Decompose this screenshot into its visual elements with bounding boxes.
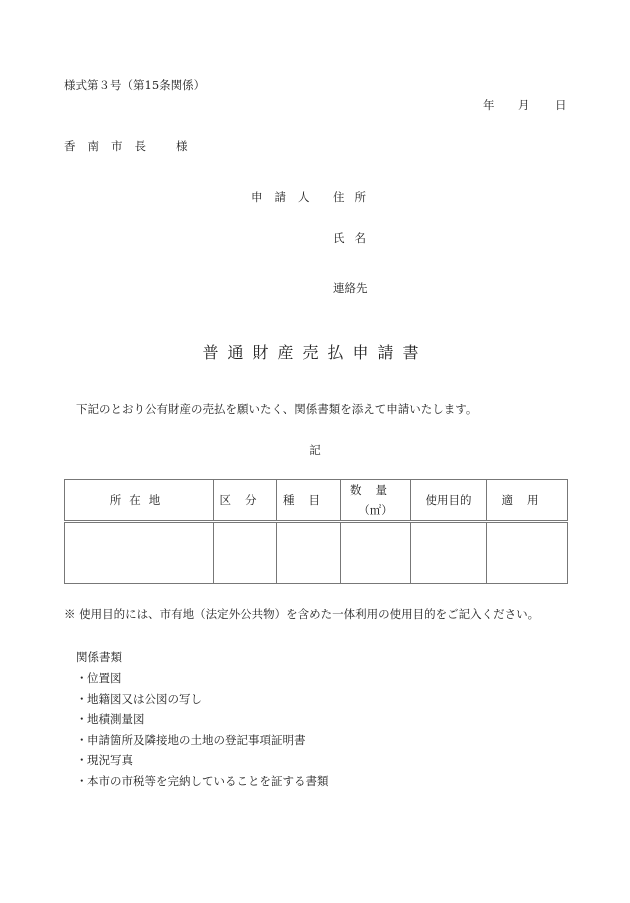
header-purpose xyxy=(411,480,487,522)
list-item xyxy=(76,730,329,751)
list-item-text: 申請箇所及隣接地の土地の登記事項証明書 xyxy=(87,732,306,747)
list-item xyxy=(76,668,329,689)
bullet: ・ xyxy=(76,732,88,747)
date-month-label: 月 xyxy=(518,98,530,112)
list-item xyxy=(76,750,329,771)
header-land-type-label: 種目 xyxy=(283,493,334,507)
addressee-name: 香南市長 xyxy=(64,139,158,153)
list-item-text: 地籍図又は公図の写し xyxy=(87,691,202,706)
header-category xyxy=(214,480,277,522)
bullet: ・ xyxy=(76,691,88,706)
cell-land-type[interactable] xyxy=(277,522,341,584)
cell-category[interactable] xyxy=(214,522,277,584)
date-line xyxy=(483,97,567,113)
header-category-label: 区分 xyxy=(219,493,271,507)
applicant-contact-label: 連絡先 xyxy=(333,281,368,295)
list-item xyxy=(76,771,329,792)
ki-label: 記 xyxy=(309,443,321,457)
applicant-label: 申請人 xyxy=(251,190,322,204)
date-day-label: 日 xyxy=(555,98,567,112)
table-row xyxy=(65,522,568,584)
applicant-address-label: 住所 xyxy=(333,190,376,204)
bullet: ・ xyxy=(76,753,88,767)
cell-quantity[interactable] xyxy=(341,522,411,584)
addressee-honorific: 様 xyxy=(176,139,188,153)
date-year-label: 年 xyxy=(483,98,495,112)
header-land-type xyxy=(277,480,341,522)
table-header-row xyxy=(65,480,568,522)
list-item xyxy=(76,709,329,730)
cell-location[interactable] xyxy=(65,522,214,584)
document-title: 普通財産売払申請書 xyxy=(202,343,428,362)
header-remarks xyxy=(487,480,568,522)
header-location xyxy=(65,480,214,522)
list-item-text: 本市の市税等を完納していることを証する書類 xyxy=(87,773,329,788)
applicant-name-label: 氏名 xyxy=(333,231,376,245)
related-documents-heading: 関係書類 xyxy=(76,650,122,664)
header-purpose-label: 使用目的 xyxy=(425,493,472,507)
list-item xyxy=(76,689,329,710)
property-table xyxy=(64,479,568,584)
bullet: ・ xyxy=(76,773,88,788)
bullet: ・ xyxy=(76,712,88,726)
purpose-note: ※ 使用目的には、市有地（法定外公共物）を含めた一体利用の使用目的をご記入ください。 xyxy=(64,607,540,621)
header-quantity xyxy=(341,480,411,522)
header-remarks-label: 適用 xyxy=(501,493,553,507)
header-quantity-unit: （㎡） xyxy=(358,503,393,517)
application-statement: 下記のとおり公有財産の売払を願いたく、関係書類を添えて申請いたします。 xyxy=(76,402,478,416)
form-number: 様式第３号（第15条関係） xyxy=(64,78,206,92)
cell-purpose[interactable] xyxy=(411,522,487,584)
header-location-label: 所在地 xyxy=(109,493,169,507)
list-item-text: 位置図 xyxy=(87,671,122,685)
list-item-text: 地積測量図 xyxy=(87,712,145,726)
bullet: ・ xyxy=(76,671,88,685)
addressee xyxy=(64,138,188,154)
cell-remarks[interactable] xyxy=(487,522,568,584)
list-item-text: 現況写真 xyxy=(87,753,133,767)
related-documents-list xyxy=(76,668,329,791)
header-quantity-label: 数量 xyxy=(350,483,401,497)
